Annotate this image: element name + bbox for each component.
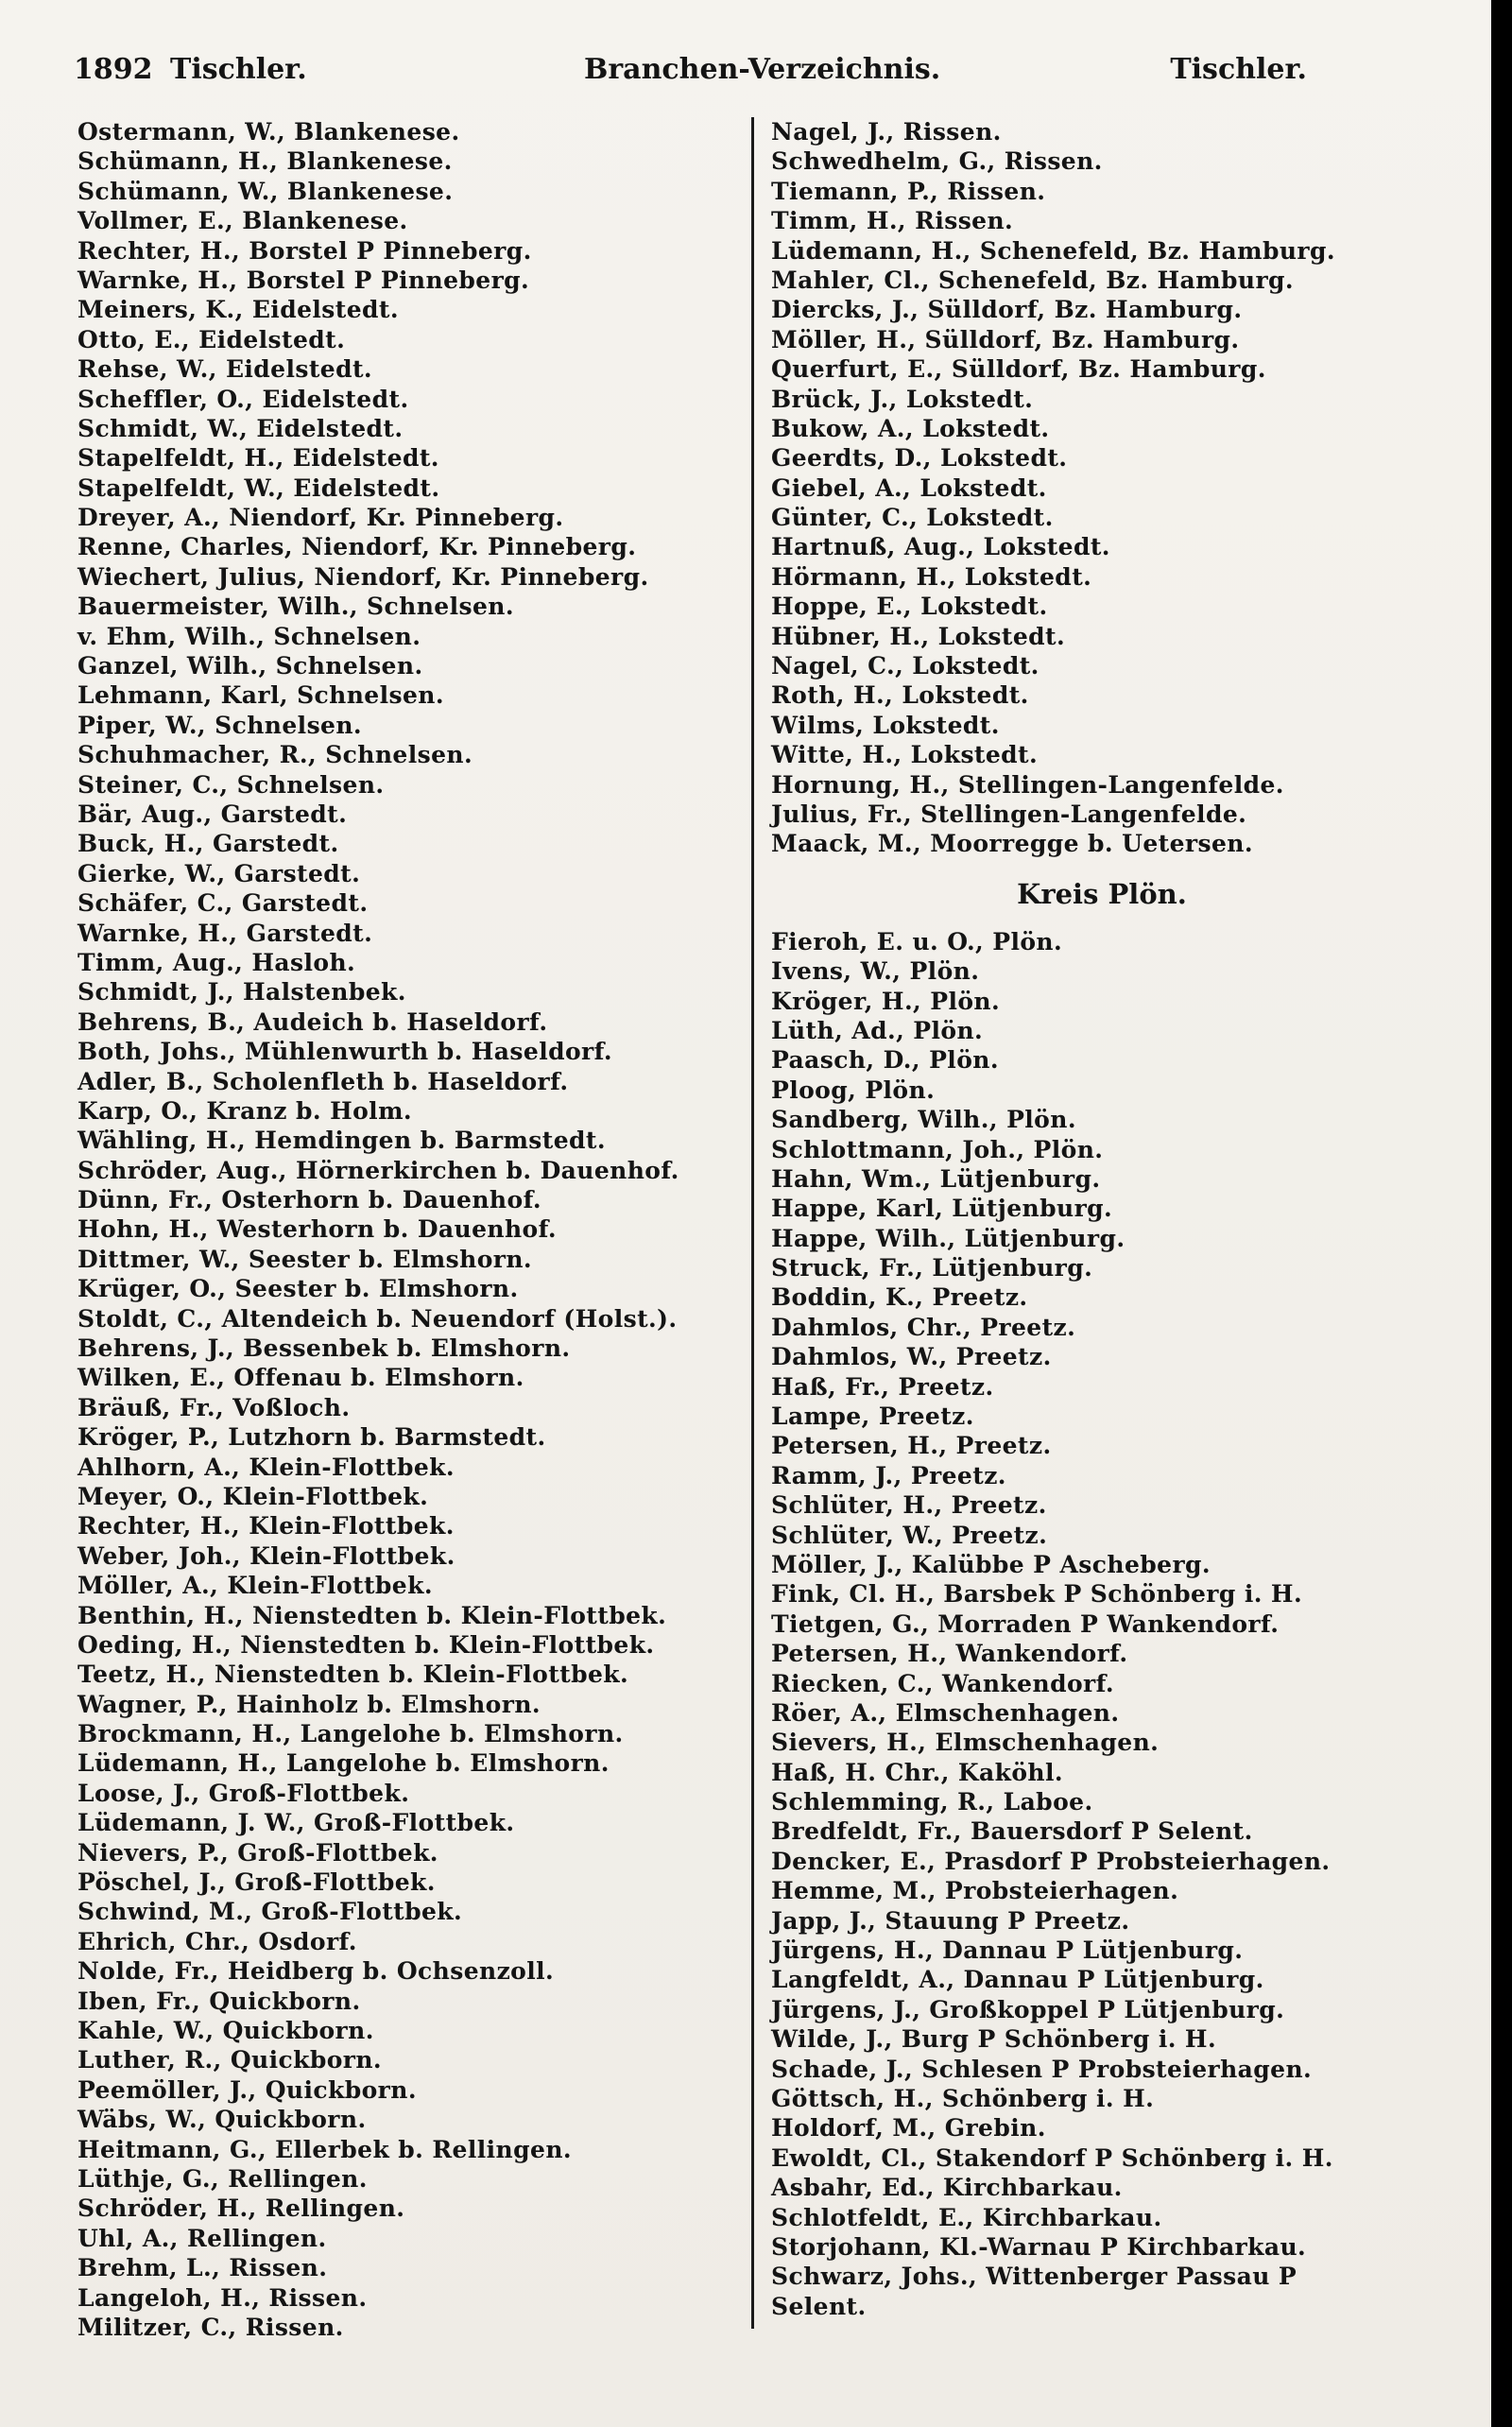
directory-entry: Geerdts, D., Lokstedt.: [771, 444, 1068, 473]
directory-entry: Sievers, H., Elmschenhagen.: [771, 1729, 1160, 1757]
directory-entry: Lüdemann, J. W., Groß-Flottbek.: [77, 1809, 515, 1837]
directory-entry: Japp, J., Stauung P Preetz.: [771, 1906, 1130, 1935]
directory-entry: Heitmann, G., Ellerbek b. Rellingen.: [77, 2135, 572, 2163]
directory-entry: Rechter, H., Borstel P Pinneberg.: [77, 236, 532, 265]
directory-entry: Wilde, J., Burg P Schönberg i. H.: [771, 2025, 1217, 2054]
directory-entry: Schröder, H., Rellingen.: [77, 2195, 405, 2223]
directory-entry: Fink, Cl. H., Barsbek P Schönberg i. H.: [771, 1580, 1303, 1609]
directory-entry: Bredfeldt, Fr., Bauersdorf P Selent.: [771, 1817, 1253, 1846]
directory-entry: Karp, O., Kranz b. Holm.: [77, 1096, 413, 1125]
directory-entry: Nievers, P., Groß-Flottbek.: [77, 1838, 438, 1867]
directory-entry: Wiechert, Julius, Niendorf, Kr. Pinneberg.: [77, 562, 649, 591]
directory-entry: Peemöller, J., Quickborn.: [77, 2075, 417, 2104]
directory-entry: Haß, Fr., Preetz.: [771, 1372, 994, 1401]
directory-entry: Warnke, H., Garstedt.: [77, 919, 373, 947]
directory-entry: Hoppe, E., Lokstedt.: [771, 593, 1048, 621]
directory-entry: Schäfer, C., Garstedt.: [77, 889, 369, 918]
directory-entry: Möller, H., Sülldorf, Bz. Hamburg.: [771, 325, 1240, 353]
directory-entry: Meiners, K., Eidelstedt.: [77, 296, 399, 324]
directory-entry: Ganzel, Wilh., Schnelsen.: [77, 652, 423, 680]
directory-entry: Loose, J., Groß-Flottbek.: [77, 1779, 410, 1807]
directory-entry: Giebel, A., Lokstedt.: [771, 473, 1047, 502]
directory-entry: Maack, M., Moorregge b. Uetersen.: [771, 830, 1253, 858]
directory-entry: Stapelfeldt, W., Eidelstedt.: [77, 473, 440, 502]
directory-entry: Asbahr, Ed., Kirchbarkau.: [771, 2174, 1123, 2202]
directory-entry: Steiner, C., Schnelsen.: [77, 770, 385, 799]
directory-entry: Selent.: [771, 2292, 867, 2320]
directory-entry: Schade, J., Schlesen P Probsteierhagen.: [771, 2055, 1313, 2083]
directory-entry: Bräuß, Fr., Voßloch.: [77, 1393, 351, 1421]
right-column-bottom-list: [771, 927, 1433, 2321]
directory-entry: Brück, J., Lokstedt.: [771, 385, 1034, 413]
directory-entry: Timm, Aug., Hasloh.: [77, 948, 356, 976]
directory-entry: Uhl, A., Rellingen.: [77, 2224, 327, 2252]
directory-entry: Piper, W., Schnelsen.: [77, 711, 363, 739]
directory-entry: Benthin, H., Nienstedten b. Klein-Flottbek.: [77, 1601, 667, 1629]
right-column: [771, 117, 1433, 2321]
directory-entry: Militzer, C., Rissen.: [77, 2313, 344, 2341]
directory-entry: Schümann, H., Blankenese.: [77, 147, 453, 176]
directory-entry: Ploog, Plön.: [771, 1076, 936, 1104]
directory-entry: Otto, E., Eidelstedt.: [77, 325, 346, 353]
directory-entry: Teetz, H., Nienstedten b. Klein-Flottbek.: [77, 1661, 629, 1689]
directory-entry: Pöschel, J., Groß-Flottbek.: [77, 1868, 436, 1897]
column-divider: [751, 117, 754, 2329]
directory-entry: Oeding, H., Nienstedten b. Klein-Flottbek.: [77, 1630, 655, 1659]
directory-entry: Dencker, E., Prasdorf P Probsteierhagen.: [771, 1847, 1331, 1875]
directory-entry: Diercks, J., Sülldorf, Bz. Hamburg.: [771, 296, 1243, 324]
directory-entry: Rehse, W., Eidelstedt.: [77, 355, 373, 384]
directory-entry: Roth, H., Lokstedt.: [771, 681, 1029, 710]
directory-entry: Warnke, H., Borstel P Pinneberg.: [77, 266, 530, 294]
directory-entry: Iben, Fr., Quickborn.: [77, 1987, 361, 2015]
directory-entry: Rechter, H., Klein-Flottbek.: [77, 1512, 455, 1541]
directory-entry: Fieroh, E. u. O., Plön.: [771, 927, 1063, 955]
directory-entry: Ivens, W., Plön.: [771, 957, 980, 986]
directory-entry: Schlemming, R., Laboe.: [771, 1788, 1093, 1816]
directory-entry: Paasch, D., Plön.: [771, 1046, 999, 1075]
directory-entry: Kröger, P., Lutzhorn b. Barmstedt.: [77, 1423, 546, 1452]
directory-entry: Ehrich, Chr., Osdorf.: [77, 1927, 357, 1955]
directory-entry: Hohn, H., Westerhorn b. Dauenhof.: [77, 1215, 557, 1244]
directory-entry: Dahmlos, Chr., Preetz.: [771, 1313, 1076, 1341]
directory-entry: Riecken, C., Wankendorf.: [771, 1669, 1114, 1697]
directory-entry: Dünn, Fr., Osterhorn b. Dauenhof.: [77, 1186, 541, 1214]
directory-entry: Göttsch, H., Schönberg i. H.: [771, 2085, 1155, 2112]
directory-entry: Struck, Fr., Lütjenburg.: [771, 1254, 1093, 1282]
directory-entry: Gierke, W., Garstedt.: [77, 859, 361, 887]
directory-entry: Schmidt, J., Halstenbek.: [77, 978, 406, 1007]
directory-entry: Brehm, L., Rissen.: [77, 2254, 328, 2282]
directory-entry: Ostermann, W., Blankenese.: [77, 118, 460, 146]
directory-entry: Lüthje, G., Rellingen.: [77, 2164, 368, 2193]
directory-entry: Ramm, J., Preetz.: [771, 1461, 1006, 1489]
directory-entry: Möller, A., Klein-Flottbek.: [77, 1572, 433, 1600]
directory-entry: Hemme, M., Probsteierhagen.: [771, 1877, 1179, 1905]
directory-entry: Schmidt, W., Eidelstedt.: [77, 414, 404, 442]
directory-entry: Jürgens, H., Dannau P Lütjenburg.: [771, 1936, 1244, 1965]
directory-entry: Lampe, Preetz.: [771, 1403, 974, 1431]
directory-entry: Ewoldt, Cl., Stakendorf P Schönberg i. H.: [771, 2143, 1333, 2172]
directory-entry: Luther, R., Quickborn.: [77, 2046, 383, 2074]
directory-entry: Stoldt, C., Altendeich b. Neuendorf (Holst.).: [77, 1304, 678, 1333]
directory-entry: Jürgens, J., Großkoppel P Lütjenburg.: [771, 1995, 1285, 2023]
directory-entry: Schröder, Aug., Hörnerkirchen b. Dauenhof.: [77, 1156, 679, 1184]
directory-entry: Krüger, O., Seester b. Elmshorn.: [77, 1275, 519, 1303]
directory-entry: Stapelfeldt, H., Eidelstedt.: [77, 444, 439, 473]
directory-entry: Vollmer, E., Blankenese.: [77, 207, 408, 235]
directory-entry: Günter, C., Lokstedt.: [771, 504, 1054, 532]
directory-entry: Hahn, Wm., Lütjenburg.: [771, 1164, 1101, 1193]
directory-entry: Wilken, E., Offenau b. Elmshorn.: [77, 1364, 524, 1392]
directory-entry: Wähling, H., Hemdingen b. Barmstedt.: [77, 1127, 606, 1155]
directory-entry: Röer, A., Elmschenhagen.: [771, 1698, 1120, 1727]
directory-entry: Hübner, H., Lokstedt.: [771, 622, 1066, 650]
directory-entry: Tietgen, G., Morraden P Wankendorf.: [771, 1609, 1280, 1638]
directory-entry: Lehmann, Karl, Schnelsen.: [77, 681, 444, 710]
directory-entry: Langeloh, H., Rissen.: [77, 2283, 368, 2312]
page-header: [74, 49, 1307, 91]
directory-entry: Schlottmann, Joh., Plön.: [771, 1135, 1104, 1163]
header-right-title: Tischler.: [1170, 53, 1307, 86]
directory-entry: Meyer, O., Klein-Flottbek.: [77, 1482, 429, 1510]
directory-entry: Brockmann, H., Langelohe b. Elmshorn.: [77, 1720, 624, 1748]
directory-entry: Buck, H., Garstedt.: [77, 830, 339, 858]
directory-entry: Haß, H. Chr., Kaköhl.: [771, 1758, 1064, 1786]
directory-entry: Happe, Karl, Lütjenburg.: [771, 1195, 1113, 1223]
directory-entry: Bär, Aug., Garstedt.: [77, 800, 348, 828]
directory-entry: Behrens, J., Bessenbek b. Elmshorn.: [77, 1334, 571, 1363]
directory-entry: Querfurt, E., Sülldorf, Bz. Hamburg.: [771, 355, 1266, 384]
directory-entry: Petersen, H., Wankendorf.: [771, 1640, 1128, 1668]
directory-entry: Holdorf, M., Grebin.: [771, 2114, 1046, 2143]
right-column-top-list: [771, 117, 1433, 859]
directory-entry: Wagner, P., Hainholz b. Elmshorn.: [77, 1690, 541, 1718]
directory-entry: Nagel, C., Lokstedt.: [771, 652, 1040, 680]
directory-entry: Dittmer, W., Seester b. Elmshorn.: [77, 1245, 533, 1273]
directory-entry: Dreyer, A., Niendorf, Kr. Pinneberg.: [77, 504, 564, 532]
directory-entry: Adler, B., Scholenfleth b. Haseldorf.: [77, 1067, 569, 1095]
directory-entry: Schwarz, Johs., Wittenberger Passau P: [771, 2263, 1297, 2291]
directory-entry: Schümann, W., Blankenese.: [77, 177, 454, 205]
directory-entry: v. Ehm, Wilh., Schnelsen.: [77, 622, 421, 650]
directory-entry: Scheffler, O., Eidelstedt.: [77, 385, 409, 413]
directory-entry: Bukow, A., Lokstedt.: [771, 414, 1050, 442]
directory-entry: Weber, Joh., Klein-Flottbek.: [77, 1541, 455, 1570]
directory-entry: Lüdemann, H., Schenefeld, Bz. Hamburg.: [771, 236, 1335, 265]
directory-entry: Boddin, K., Preetz.: [771, 1283, 1028, 1312]
directory-entry: Langfeldt, A., Dannau P Lütjenburg.: [771, 1966, 1264, 1994]
directory-entry: Dahmlos, W., Preetz.: [771, 1343, 1052, 1371]
section-title: Kreis Plön.: [1017, 877, 1187, 910]
directory-entry: Tiemann, P., Rissen.: [771, 177, 1046, 205]
directory-entry: Renne, Charles, Niendorf, Kr. Pinneberg.: [77, 533, 637, 561]
directory-entry: Timm, H., Rissen.: [771, 207, 1014, 235]
left-column: [77, 117, 739, 2342]
directory-entry: Nolde, Fr., Heidberg b. Ochsenzoll.: [77, 1957, 555, 1986]
directory-entry: Hornung, H., Stellingen-Langenfelde.: [771, 770, 1284, 799]
directory-entry: Nagel, J., Rissen.: [771, 118, 1002, 146]
directory-entry: Schlotfeldt, E., Kirchbarkau.: [771, 2203, 1162, 2231]
directory-entry: Julius, Fr., Stellingen-Langenfelde.: [771, 800, 1247, 828]
directory-entry: Schwind, M., Groß-Flottbek.: [77, 1898, 463, 1926]
directory-entry: Lüth, Ad., Plön.: [771, 1016, 984, 1044]
directory-entry: Mahler, Cl., Schenefeld, Bz. Hamburg.: [771, 266, 1295, 294]
header-left-title: Tischler.: [170, 53, 307, 86]
directory-entry: Schlüter, W., Preetz.: [771, 1521, 1048, 1549]
directory-entry: Schuhmacher, R., Schnelsen.: [77, 741, 473, 769]
header-center-title: Branchen-Verzeichnis.: [584, 53, 941, 86]
directory-entry: Wäbs, W., Quickborn.: [77, 2106, 367, 2134]
directory-entry: Sandberg, Wilh., Plön.: [771, 1106, 1076, 1134]
directory-entry: Wilms, Lokstedt.: [771, 711, 1000, 739]
directory-entry: Behrens, B., Audeich b. Haseldorf.: [77, 1007, 548, 1036]
page-number: 1892: [74, 53, 153, 86]
scan-edge: [1491, 0, 1512, 2427]
directory-entry: Lüdemann, H., Langelohe b. Elmshorn.: [77, 1749, 610, 1778]
directory-entry: Storjohann, Kl.-Warnau P Kirchbarkau.: [771, 2232, 1307, 2261]
directory-entry: Bauermeister, Wilh., Schnelsen.: [77, 593, 514, 621]
directory-entry: Schlüter, H., Preetz.: [771, 1491, 1047, 1520]
directory-entry: Both, Johs., Mühlenwurth b. Haseldorf.: [77, 1038, 612, 1066]
directory-entry: Petersen, H., Preetz.: [771, 1432, 1052, 1460]
directory-entry: Ahlhorn, A., Klein-Flottbek.: [77, 1453, 455, 1481]
directory-entry: Möller, J., Kalübbe P Ascheberg.: [771, 1550, 1211, 1578]
directory-entry: Hörmann, H., Lokstedt.: [771, 562, 1092, 591]
directory-entry: Schwedhelm, G., Rissen.: [771, 147, 1103, 176]
directory-entry: Happe, Wilh., Lütjenburg.: [771, 1224, 1125, 1252]
directory-entry: Kahle, W., Quickborn.: [77, 2017, 374, 2044]
directory-entry: Witte, H., Lokstedt.: [771, 741, 1039, 769]
directory-entry: Kröger, H., Plön.: [771, 987, 1001, 1015]
directory-entry: Hartnuß, Aug., Lokstedt.: [771, 533, 1110, 561]
